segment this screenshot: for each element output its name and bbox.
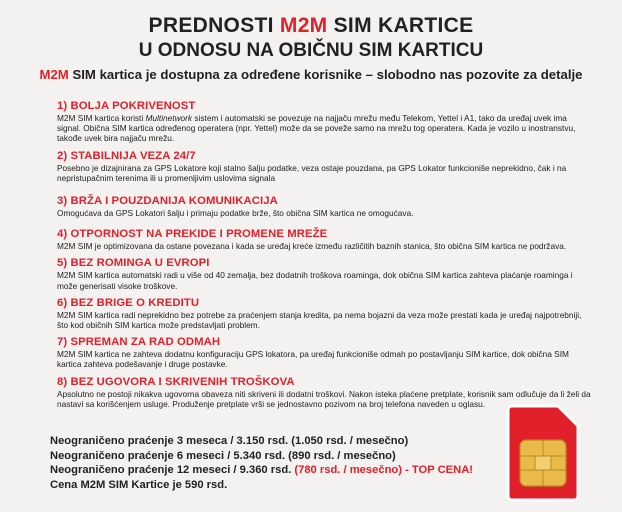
price-line-text: Neograničeno praćenje 12 meseci / 9.360 rsd. — [50, 464, 295, 477]
price-line: Neograničeno praćenje 3 meseca / 3.150 rsd. (1.050 rsd. / mesečno) — [50, 435, 409, 447]
title-suffix: SIM KARTICE — [333, 14, 474, 37]
top-price-highlight: (780 rsd. / mesečno) - TOP CENA! — [294, 464, 474, 477]
benefit-text: Omogućava da GPS Lokatori šalju i primaju podatke brže, što obična SIM kartica ne omogućava. — [57, 208, 414, 219]
benefit-text: M2M SIM kartica automatski radi u više od 40 zemalja, bez dodatnih troškova roaminga, dok obična SIM kartica zahteva plaćanje roaminga i može generisati visoke troškove. — [57, 270, 573, 291]
benefit-text — [57, 113, 592, 144]
tagline-text: SIM kartica je dostupna za određene korisnike – slobodno nas pozovite za detalje — [72, 67, 583, 82]
tagline-highlight: M2M — [39, 67, 69, 82]
benefit-text: M2M SIM kartica radi neprekidno bez potrebe za praćenjem stanja kredita, pa nema bojazni da veza može prestati kada je uređaj najpotrebniji, što kod običnih SIM kartica može predstavljati problem. — [57, 309, 582, 331]
title-prefix: PREDNOSTI — [148, 14, 274, 37]
sim-chip-center — [535, 456, 551, 470]
pricing-section — [50, 434, 520, 492]
benefit-title: 7) SPREMAN ZA RAD ODMAH — [57, 336, 221, 349]
benefit-text-part: sistem i automatski se povezuje na najjaču mrežu među Telekom, Yettel i A1, tako da uređaj uvek ima signal. Obična SIM kartica određenog operatera (npr. Yettel) može da se poveže samo na mrežu tog operatera. Kada je vozilo u inostranstvu, takođe uvek bira najjaču mrežu. — [57, 113, 576, 144]
benefit-item — [57, 195, 592, 218]
tagline — [0, 66, 622, 83]
benefit-item — [57, 336, 592, 369]
benefit-text-part: M2M SIM kartica koristi — [57, 113, 146, 123]
benefit-title: 4) OTPORNOST NA PREKIDE I PROMENE MREŽE — [57, 228, 328, 241]
benefit-text: M2M SIM kartica ne zahteva dodatnu konfiguraciju GPS lokatora, pa uređaj funkcioniše odmah po postavljanju SIM kartice, dok obična SIM kartica zahteva podešavanje i druge postavke. — [57, 349, 569, 370]
price-line: Neograničeno praćenje 6 meseci / 5.340 rsd. (890 rsd. / mesečno) — [50, 449, 396, 462]
benefit-item — [57, 297, 592, 330]
benefit-title: 8) BEZ UGOVORA I SKRIVENIH TROŠKOVA — [57, 375, 295, 388]
benefit-title: 2) STABILNIJA VEZA 24/7 — [57, 149, 196, 162]
benefit-text: M2M SIM je optimizovana da ostane povezana i kada se uređaj kreće između različitih baznih stanica, što obična SIM kartica ne podržava. — [57, 241, 567, 252]
title-highlight: M2M — [279, 14, 328, 37]
benefit-item — [57, 228, 592, 251]
benefit-item — [57, 257, 592, 290]
header — [0, 14, 622, 83]
sim-card-graphic — [506, 404, 580, 502]
benefit-title: 3) BRŽA I POUZDANIJA KOMUNIKACIJA — [57, 195, 278, 208]
benefit-text: Apsolutno ne postoji nikakva ugovorna obaveza niti skriveni ili dodatni troškovi. Nakon isteka plaćene pretplate, korisnik sam odlučuje da li želi da nastavi sa korišćenjem usluge. Produženje pretplate vrši se jednostavno pozivom na broj telefona naveden u oglasu. — [57, 388, 591, 409]
benefit-title: 1) BOLJA POKRIVENOST — [57, 100, 196, 112]
price-line — [50, 463, 520, 478]
benefit-title: 6) BEZ BRIGE O KREDITU — [57, 296, 200, 309]
page-title — [0, 14, 622, 38]
benefit-text-italic: Multinetwork — [145, 113, 193, 123]
benefit-item — [57, 100, 592, 144]
benefit-item — [57, 150, 592, 183]
benefits-list — [57, 100, 592, 415]
benefit-title: 5) BEZ ROMINGA U EVROPI — [57, 257, 210, 270]
sim-card-icon — [506, 404, 580, 502]
page-subtitle: U ODNOSU NA OBIČNU SIM KARTICU — [138, 40, 484, 61]
sim-price-line: Cena M2M SIM Kartice je 590 rsd. — [50, 478, 228, 491]
benefit-text: Posebno je dizajnirana za GPS Lokatore koji stalno šalju podatke, veza ostaje pouzdana, pa GPS Lokator funkcioniše neprekidno, čak i na nepristupačnim terenima ili u promenljivim uslovima signala — [57, 162, 567, 183]
